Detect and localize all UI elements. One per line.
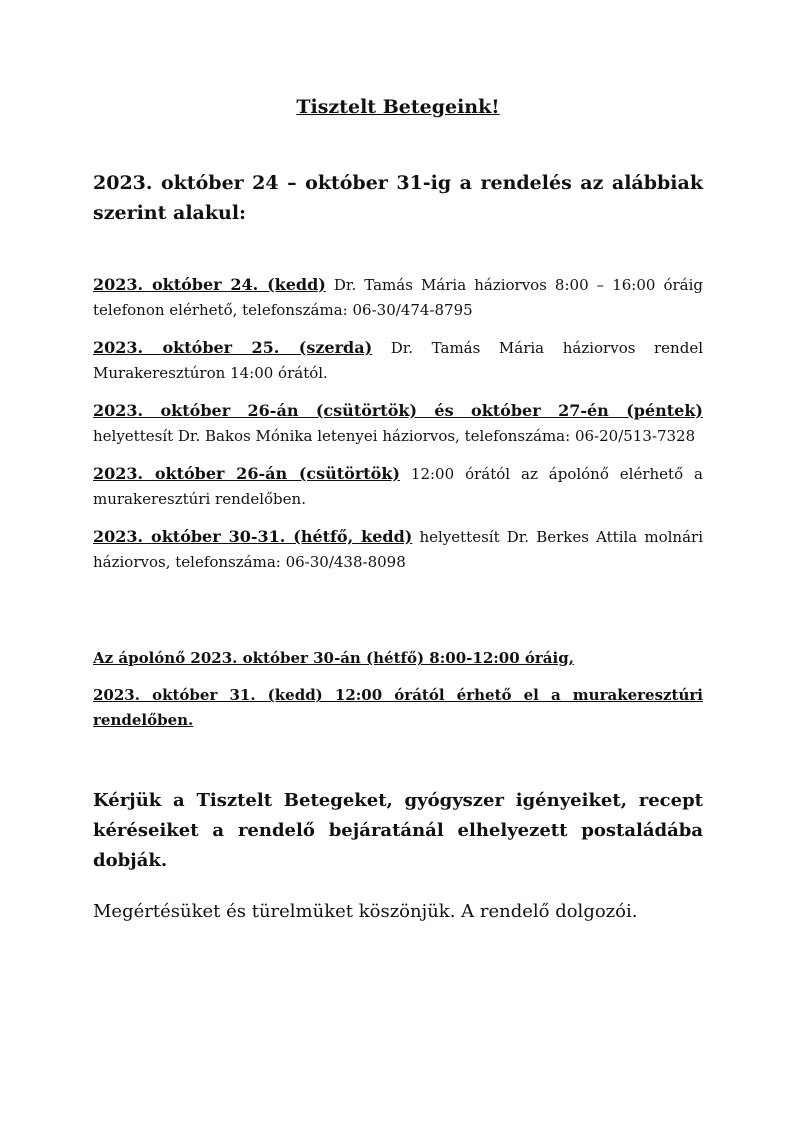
schedule-date: 2023. október 25. (szerda) <box>93 338 373 357</box>
schedule-item <box>93 398 703 449</box>
prescription-request-note: Kérjük a Tisztelt Betegeket, gyógyszer igényeiket, recept kéréseiket a rendelő bejáratánál elhelyezett postaládába dobják. <box>93 790 703 871</box>
schedule-item <box>93 335 703 386</box>
schedule-item <box>93 272 703 323</box>
closing-thanks: Megértésüket és türelmüket köszönjük. A rendelő dolgozói. <box>93 901 638 922</box>
nurse-line-1: Az ápolónő 2023. október 30-án (hétfő) 8:00-12:00 óráig, <box>93 649 574 667</box>
schedule-date: 2023. október 26-án (csütörtök) és október 27-én (péntek) <box>93 401 703 420</box>
schedule-text: helyettesít Dr. Bakos Mónika letenyei háziorvos, telefonszáma: 06-20/513-7328 <box>93 427 696 445</box>
schedule-date: 2023. október 30-31. (hétfő, kedd) <box>93 527 413 546</box>
schedule-date: 2023. október 26-án (csütörtök) <box>93 464 400 483</box>
intro-heading: 2023. október 24 – október 31-ig a rendelés az alábbiak szerint alakul: <box>93 172 703 224</box>
schedule-text: Dr. Tamás Mária háziorvos 8:00 – 16:00 óráig telefonon elérhető, telefonszáma: 06-30/474-8795 <box>93 276 704 319</box>
nurse-line-2: 2023. október 31. (kedd) 12:00 órától érhető el a murakeresztúri rendelőben. <box>93 686 703 729</box>
schedule-item <box>93 524 703 575</box>
schedule-text: Dr. Tamás Mária háziorvos rendel Murakeresztúron 14:00 órától. <box>93 339 703 382</box>
schedule-list <box>93 272 703 587</box>
page-title: Tisztelt Betegeink! <box>296 96 500 118</box>
schedule-item <box>93 461 703 512</box>
schedule-text: helyettesít Dr. Berkes Attila molnári háziorvos, telefonszáma: 06-30/438-8098 <box>93 528 703 571</box>
schedule-date: 2023. október 24. (kedd) <box>93 275 326 294</box>
schedule-text: 12:00 órától az ápolónő elérhető a murakeresztúri rendelőben. <box>93 465 703 508</box>
nurse-availability <box>93 646 703 745</box>
